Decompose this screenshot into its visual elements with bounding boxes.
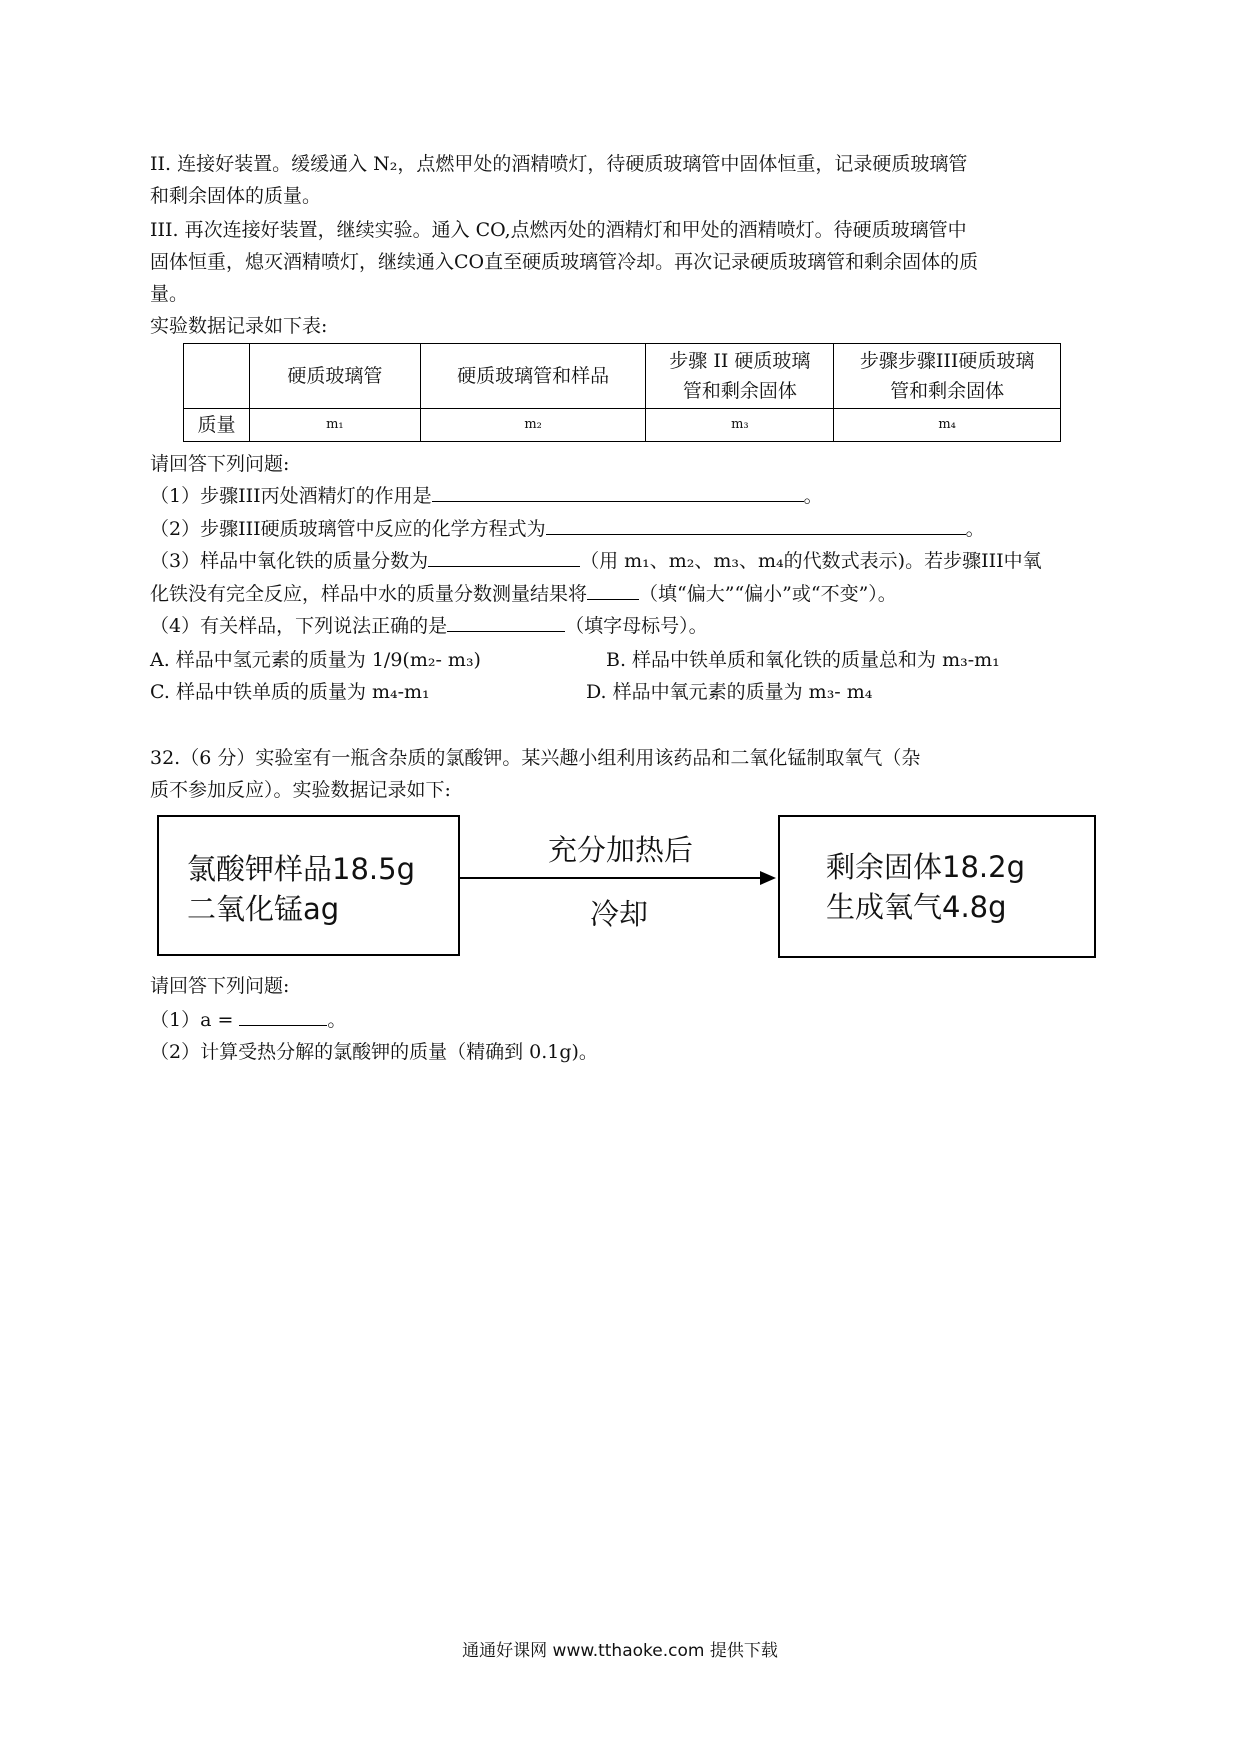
diagram-output-line1: 剩余固体18.2g [826,850,1025,884]
question-4-text: （4）有关样品，下列说法正确的是 [150,615,448,637]
diagram-output-line2: 生成氧气4.8g [826,890,1007,924]
problem-32-line1: 32.（6 分）实验室有一瓶含杂质的氯酸钾。某兴趣小组利用该药品和二氧化锰制取氧气（杂 [150,747,921,769]
problem-32-question-1 [150,1004,346,1036]
table-cell-m3: m₃ [646,409,834,442]
table-header-step2-a: 步骤 II 硬质玻璃 [669,350,811,372]
table-header-tube-sample: 硬质玻璃管和样品 [420,344,646,409]
question-3-line2 [150,578,897,610]
option-b: B. 样品中铁单质和氧化铁的质量总和为 m₃-m₁ [606,649,1000,671]
step3-line2: 固体恒重，熄灭酒精喷灯，继续通入CO直至硬质玻璃管冷却。再次记录硬质玻璃管和剩余固体的质 [150,251,979,273]
question-2-text: （2）步骤III硬质玻璃管中反应的化学方程式为 [150,518,546,540]
process-arrow-icon [460,868,778,888]
question-2-end: 。 [965,518,985,540]
table-cell-m1: m₁ [249,409,420,442]
question-1-text: （1）步骤III丙处酒精灯的作用是 [150,485,432,507]
arrow-top-label: 充分加热后 [548,833,694,867]
diagram-input-box [157,815,460,956]
option-d: D. 样品中氧元素的质量为 m₃- m₄ [586,681,873,703]
data-table [183,343,1061,442]
table-header-step2 [646,344,834,409]
answer-blank-4[interactable] [447,611,565,632]
questions-32-intro: 请回答下列问题: [150,975,290,997]
problem-32-question-1-end: 。 [327,1009,347,1031]
problem-32-question-1-text: （1）a = [150,1009,240,1031]
table-cell-m2: m₂ [420,409,646,442]
question-3-middle: （用 m₁、m₂、m₃、m₄的代数式表示)。若步骤III中氧 [580,550,1042,572]
answer-blank-3[interactable] [428,546,580,567]
question-3-text: （3）样品中氧化铁的质量分数为 [150,550,429,572]
option-a: A. 样品中氢元素的质量为 1/9(m₂- m₃) [150,649,481,671]
option-c: C. 样品中铁单质的质量为 m₄-m₁ [150,681,430,703]
diagram-input-line1: 氯酸钾样品18.5g [187,852,415,886]
question-4 [150,610,708,642]
questions-intro: 请回答下列问题: [150,453,290,475]
step3-line3: 量。 [150,283,189,305]
table-intro: 实验数据记录如下表: [150,315,328,337]
question-1-end: 。 [803,485,823,507]
question-3 [150,545,1042,577]
step2-line2: 和剩余固体的质量。 [150,185,322,207]
diagram-input-line2: 二氧化锰ag [187,892,340,926]
step3-line1: III. 再次连接好装置，继续实验。通入 CO,点燃丙处的酒精灯和甲处的酒精喷灯。待硬质玻璃管中 [150,219,967,241]
answer-blank-1[interactable] [432,481,804,502]
step2-line1: II. 连接好装置。缓缓通入 N₂，点燃甲处的酒精喷灯，待硬质玻璃管中固体恒重，记录硬质玻璃管 [150,153,968,175]
answer-blank-3b[interactable] [587,579,639,600]
table-header-step2-b: 管和剩余固体 [682,380,797,402]
table-cell-m4: m₄ [834,409,1061,442]
answer-blank-a[interactable] [239,1005,327,1026]
diagram-output-box [778,815,1096,958]
table-header-tube: 硬质玻璃管 [249,344,420,409]
table-header-row [184,344,1061,409]
question-4-end: （填字母标号）。 [565,615,708,637]
answer-blank-2[interactable] [546,514,966,535]
arrow-bottom-label: 冷却 [590,897,649,931]
table-header-step3-a: 步骤步骤III硬质玻璃 [859,350,1035,372]
question-3-line2-end: （填“偏大”“偏小”或“不变”）。 [639,583,897,605]
question-1 [150,480,823,512]
question-2 [150,513,985,545]
table-header-step3-b: 管和剩余固体 [890,380,1005,402]
question-3-line2-text: 化铁没有完全反应，样品中水的质量分数测量结果将 [150,583,588,605]
table-row-label: 质量 [184,409,250,442]
problem-32-question-2: （2）计算受热分解的氯酸钾的质量（精确到 0.1g)。 [150,1041,598,1063]
table-row [184,409,1061,442]
table-header-empty [184,344,250,409]
table-header-step3 [834,344,1061,409]
footer-credit: 通通好课网 www.tthaoke.com 提供下载 [462,1641,778,1661]
problem-32-line2: 质不参加反应）。实验数据记录如下: [150,779,451,801]
